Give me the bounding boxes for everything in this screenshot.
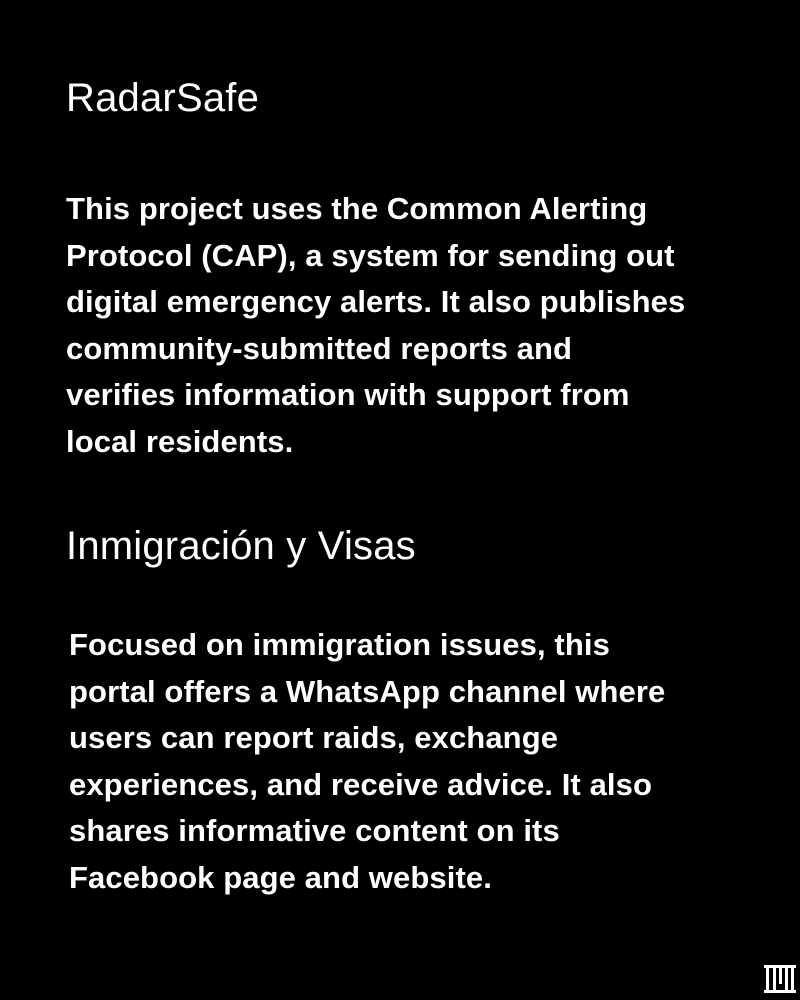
description-line: portal offers a WhatsApp channel where <box>69 673 666 709</box>
description-line: Facebook page and website. <box>69 859 492 895</box>
radarsafe-description <box>66 186 746 465</box>
description-line: users can report raids, exchange <box>69 720 559 755</box>
description-line: digital emergency alerts. It also publishes <box>66 284 686 319</box>
description-line: Focused on immigration issues, this <box>69 627 610 662</box>
inmigracion-description-text <box>69 622 749 901</box>
inmigracion-description <box>69 622 749 901</box>
description-line: experiences, and receive advice. It also <box>69 766 652 802</box>
description-line: This project uses the Common Alerting <box>66 191 648 226</box>
inmigracion-section-title-wrap <box>66 522 746 570</box>
description-line: community-submitted reports and <box>66 330 573 366</box>
inmigracion-title: Inmigración y Visas <box>66 524 416 568</box>
wired-logo-icon <box>764 963 796 995</box>
description-line: shares informative content on its <box>69 813 560 848</box>
description-line: Protocol (CAP), a system for sending out <box>66 237 675 273</box>
radarsafe-description-text <box>66 186 746 465</box>
radarsafe-title: RadarSafe <box>66 76 260 120</box>
radarsafe-section-title-wrap <box>66 74 746 122</box>
description-line: verifies information with support from <box>66 377 630 412</box>
description-line: local residents. <box>66 423 294 459</box>
